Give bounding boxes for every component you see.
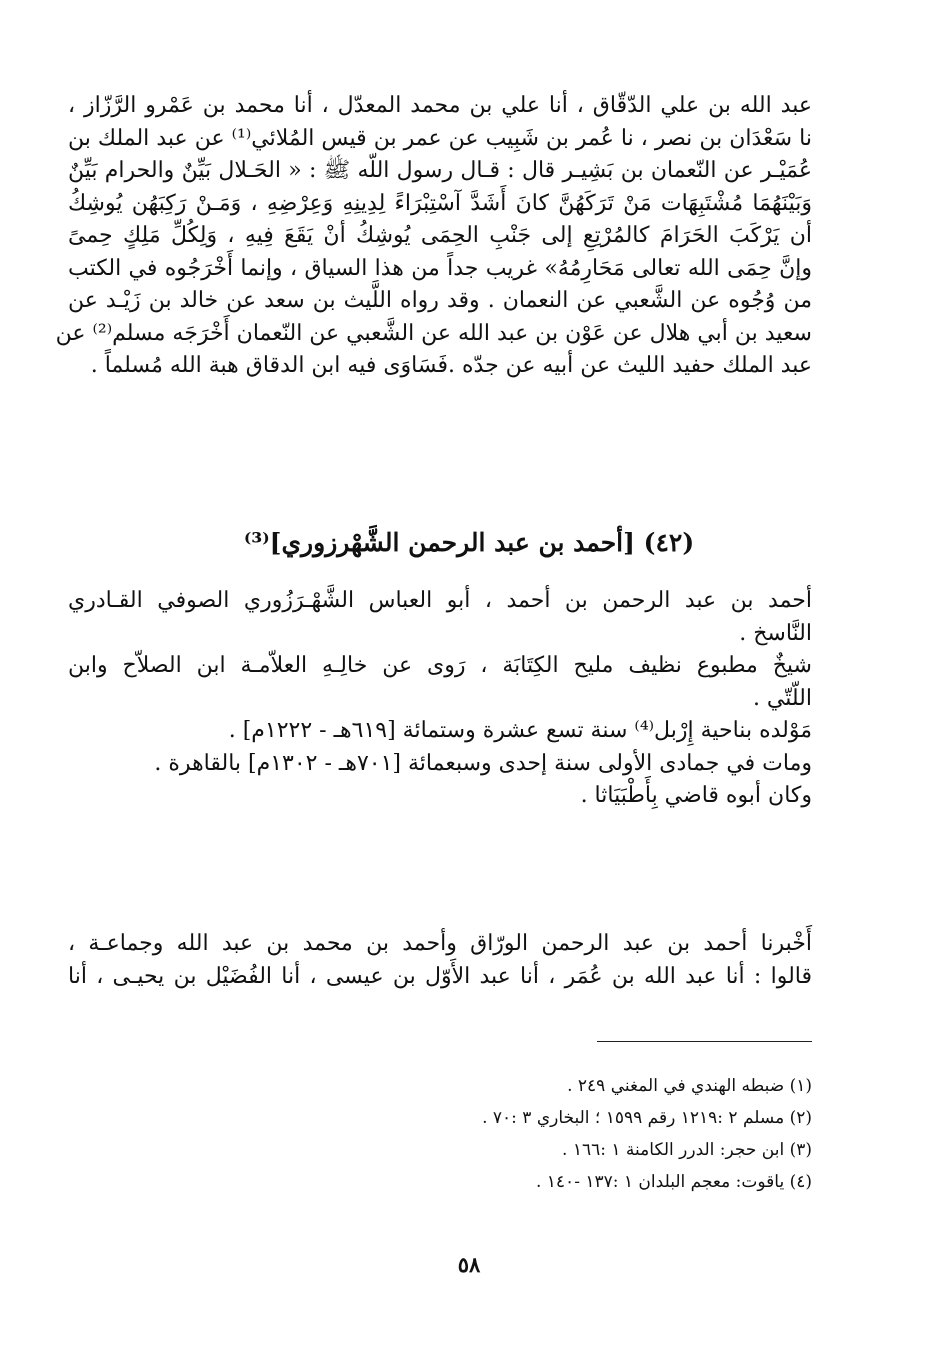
text-line: نا سَعْدَان بن نصر ، نا عُمر بن شَبِيب عن عمر بن قيس المُلائي⁽¹⁾ عن عبد الملك بن <box>68 125 812 151</box>
text-line: عُمَيْـر عن النّعمان بن بَشِيـر قال : قـال رسول اللّه ﷺ : « الحَـلال بَيِّنٌ والحرام بَيِّنٌ <box>68 158 812 183</box>
footnote: (٤) ياقوت: معجم البلدان ١ :١٣٧ -١٤٠ . <box>535 1172 812 1192</box>
text-line: ومات في جمادى الأولى سنة إحدى وسبعمائة [٧٠١هـ - ١٣٠٢م] بالقاهرة . <box>154 750 812 776</box>
text-line: وَبَيْنَهُمَا مُشْتَبِهَات مَنْ تَرَكَهُنَّ كانَ أَشَدَّ آسْتِبْرَاءً لِدِينِهِ وَعِرْضِهِ ، وَمَـنْ رَكِبَهُن يُوشِكُ <box>68 190 812 216</box>
text-line: أن يَرْكَبَ الحَرَامَ كالمُرْتِعِ إلى جَنْبِ الحِمَى يُوشِكُ أنْ يَقَعَ فِيهِ ، وَلِكُلِّ مَلِكٍ حِمىً <box>68 223 812 248</box>
text-line: عبد الملك حفيد الليث عن أبيه عن جدّه .فَسَاوَى فيه ابن الدقاق هبة الله مُسلماً . <box>90 353 812 378</box>
chain-paragraph <box>68 928 812 993</box>
text-line: النَّاسخ . <box>739 620 812 646</box>
text-line: مَوْلده بناحية إِرْبل⁽⁴⁾ سنة تسع عشرة وستمائة [٦١٩هـ - ١٢٢٢م] . <box>228 718 812 743</box>
footnote-divider <box>597 1041 812 1042</box>
entry-heading: (٤٢) [أحمد بن عبد الرحمن الشَّهْرزوري]⁽³⁾ <box>243 528 695 557</box>
biography-paragraph <box>68 585 812 813</box>
page-number: ٥٨ <box>457 1252 481 1277</box>
text-line: قالوا : أنا عبد الله بن عُمَر ، أنا عبد الأَوّل بن عيسى ، أنا الفُضَيْل بن يحيـى ، أنا <box>68 963 812 989</box>
footnote: (١) ضبطه الهندي في المغني ٢٤٩ . <box>567 1076 812 1096</box>
text-line: عبد الله بن علي الدّقّاق ، أنا علي بن محمد المعدّل ، أنا محمد بن عَمْرو الرَّزّاز ، <box>68 93 812 118</box>
text-line: اللّتّي . <box>752 685 812 711</box>
footnote: (٢) مسلم ٢ :١٢١٩ رقم ١٥٩٩ ؛ البخاري ٣ :٧٠ . <box>482 1108 812 1128</box>
text-line: سعيد بن أبي هلال عن عَوْن بن عبد الله عن الشَّعبي عن النّعمان أَخْرَجَه مسلم⁽²⁾ عن <box>55 320 812 346</box>
text-line: أحمد بن عبد الرحمن بن أحمد ، أبو العباس الشَّهْـرَزُوري الصوفي القـادري <box>68 588 812 613</box>
footnotes <box>100 1070 812 1198</box>
footnote: (٣) ابن حجر: الدرر الكامنة ١ :١٦٦ . <box>562 1140 812 1160</box>
text-line: أَخْبرنا أحمد بن عبد الرحمن الورّاق وأحمد بن محمد بن عبد الله وجماعـة ، <box>68 931 812 956</box>
narration-paragraph <box>55 90 812 383</box>
text-line: وإنَّ حِمَى الله تعالى مَحَارِمُهُ» غريب جداً من هذا السياق ، وإنما أَخْرَجُوه في الكتب <box>68 255 812 281</box>
text-line: من وُجُوه عن الشَّعبي عن النعمان . وقد رواه اللَّيث بن سعد عن خالد بن زَيْـد عن <box>68 288 812 313</box>
text-line: شيخٌ مطبوع نظيف مليح الكِتَابَة ، رَوى عن خالِـهِ العلاّمـة ابن الصلاّح وابن <box>68 653 812 678</box>
text-line: وكان أبوه قاضي بِأَطْبَيَاثا . <box>580 783 812 808</box>
